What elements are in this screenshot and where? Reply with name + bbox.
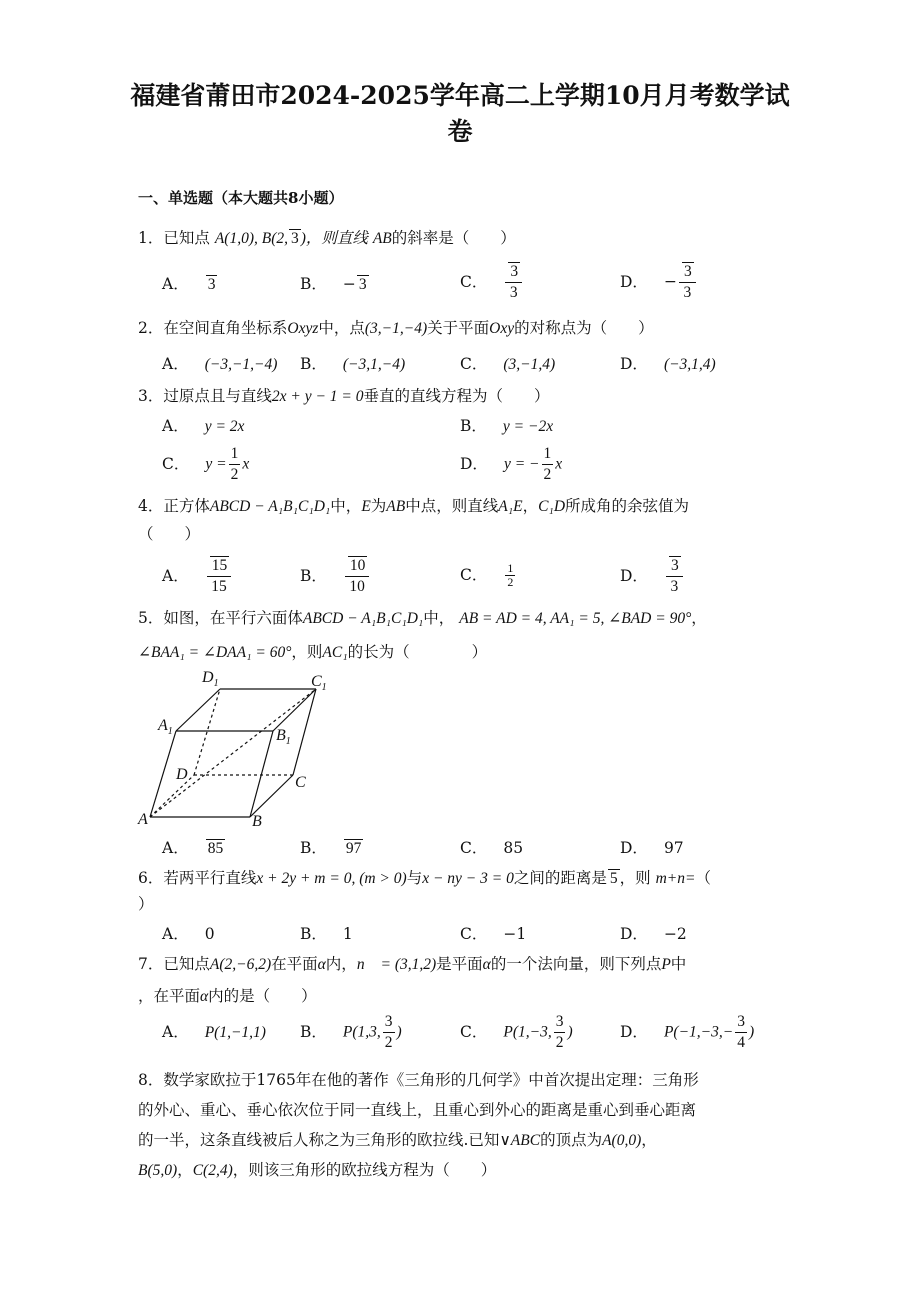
edge-b-b1	[250, 731, 273, 817]
question-7-option-d[interactable]: D． P(−1,−3,− $\frac{3}{4}$ )	[620, 1013, 755, 1051]
question-2-option-a[interactable]: A． (−3,−1,−4)	[162, 355, 278, 373]
question-5-option-c[interactable]: C． 85	[460, 839, 524, 857]
question-6-option-a[interactable]: A． 0	[162, 925, 215, 943]
label-b: B	[252, 813, 262, 830]
label-c1: $C_1$	[311, 673, 327, 693]
question-6-option-c[interactable]: C． −1	[460, 925, 527, 943]
label-a1: $A_1$	[158, 717, 173, 737]
question-1-option-c[interactable]: C． $\frac{3}{3}$	[460, 262, 524, 303]
section-heading: 一、单选题（本大题共8小题）	[138, 189, 344, 207]
edge-b-c	[250, 775, 293, 817]
question-4-option-a[interactable]: A． $\frac{15}{15}$	[162, 556, 233, 597]
question-7-option-c[interactable]: C． P(1,−3, $\frac{3}{2}$ )	[460, 1013, 573, 1051]
question-5-option-a[interactable]: A． 85	[162, 839, 224, 857]
question-3-option-c[interactable]: C． y = $\frac{1}{2}$ x	[162, 445, 250, 483]
parallelepiped-figure	[130, 664, 350, 834]
question-4-stem: 4．正方体ABCD − A₁B₁C₁D₁中，E为AB中点，则直线A₁E，C₁D所成角的余弦值为	[138, 497, 690, 515]
question-2-option-c[interactable]: C． (3,−1,4)	[460, 355, 556, 373]
label-a: A	[138, 811, 148, 828]
question-8-line-1: 8．数学家欧拉于1765年在他的著作《三角形的几何学》中首次提出定理：三角形	[138, 1071, 699, 1089]
label-c: C	[295, 774, 306, 791]
edge-c-c1	[293, 689, 316, 775]
question-5-stem: 5．如图，在平行六面体ABCD − A₁B₁C₁D₁中， AB = AD = 4, AA₁ = 5, ∠BAD = 90°，	[138, 609, 707, 627]
title-line-2: 卷	[447, 117, 473, 146]
question-1-option-a[interactable]: A． 3	[162, 275, 216, 293]
question-4-option-d[interactable]: D． $\frac{3}{3}$	[620, 556, 685, 597]
label-d: D	[176, 766, 188, 783]
question-2-option-b[interactable]: B． (−3,1,−4)	[300, 355, 406, 373]
question-6-option-b[interactable]: B． 1	[300, 925, 353, 943]
question-3-option-d[interactable]: D． y = − $\frac{1}{2}$ x	[460, 445, 563, 483]
question-8-line-2: 的外心、重心、垂心依次位于同一直线上，且重心到外心的距离是重心到垂心距离	[138, 1101, 697, 1119]
question-4-option-c[interactable]: C． $\frac{1}{2}$	[460, 561, 514, 589]
question-4-paren: （ ）	[138, 525, 201, 543]
question-5-option-b[interactable]: B． 97	[300, 839, 362, 857]
question-3-stem: 3．过原点且与直线2x + y − 1 = 0垂直的直线方程为（ ）	[138, 387, 550, 405]
question-1-option-b[interactable]: B． − 3	[300, 275, 367, 293]
question-7-option-b[interactable]: B． P(1,3, $\frac{3}{2}$ )	[300, 1013, 402, 1051]
question-4-option-b[interactable]: B． $\frac{10}{10}$	[300, 556, 371, 597]
question-8-line-4: B(5,0)，C(2,4)，则该三角形的欧拉线方程为（ ）	[138, 1161, 497, 1179]
question-6-option-d[interactable]: D． −2	[620, 925, 687, 943]
question-3-option-a[interactable]: A． y = 2x	[162, 417, 245, 435]
exam-title	[110, 78, 810, 150]
diagonal-a-c1	[150, 689, 316, 817]
question-6-stem: 6．若两平行直线x + 2y + m = 0, (m > 0)与x − ny − 3 = 0之间的距离是 5 ，则 m+n=（	[138, 869, 711, 887]
question-5-option-d[interactable]: D． 97	[620, 839, 684, 857]
question-2-option-d[interactable]: D． (−3,1,4)	[620, 355, 716, 373]
label-d1: $D_1$	[202, 669, 219, 689]
question-1-option-d[interactable]: D． − $\frac{3}{3}$	[620, 262, 698, 303]
question-2-stem: 2．在空间直角坐标系Oxyz中，点(3,−1,−4)关于平面Oxy的对称点为（ ）	[138, 319, 654, 337]
question-5-stem-2: ∠BAA₁ = ∠DAA₁ = 60°，则AC₁的长为（ ）	[138, 643, 488, 661]
edge-b1-c1	[273, 689, 316, 731]
question-7-option-a[interactable]: A． P(1,−1,1)	[162, 1023, 266, 1041]
question-7-stem-2: ，在平面α内的是（ ）	[138, 987, 317, 1005]
label-b1: $B_1$	[276, 727, 291, 747]
question-6-paren: ）	[138, 895, 154, 913]
question-3-option-b[interactable]: B． y = −2x	[460, 417, 554, 435]
question-1-stem: 1．已知点 A(1,0), B(2, 3 )，则直线 AB的斜率是（ ）	[138, 229, 516, 247]
title-line-1: 福建省莆田市2024-2025学年高二上学期10月月考数学试	[130, 81, 790, 110]
question-7-stem: 7．已知点A(2,−6,2)在平面α内，n⃗ = (3,1,2)是平面α的一个法向量，则下列点P中	[138, 955, 687, 973]
question-8-line-3: 的一半，这条直线被后人称之为三角形的欧拉线.已知∨ABC的顶点为A(0,0)，	[138, 1131, 657, 1149]
